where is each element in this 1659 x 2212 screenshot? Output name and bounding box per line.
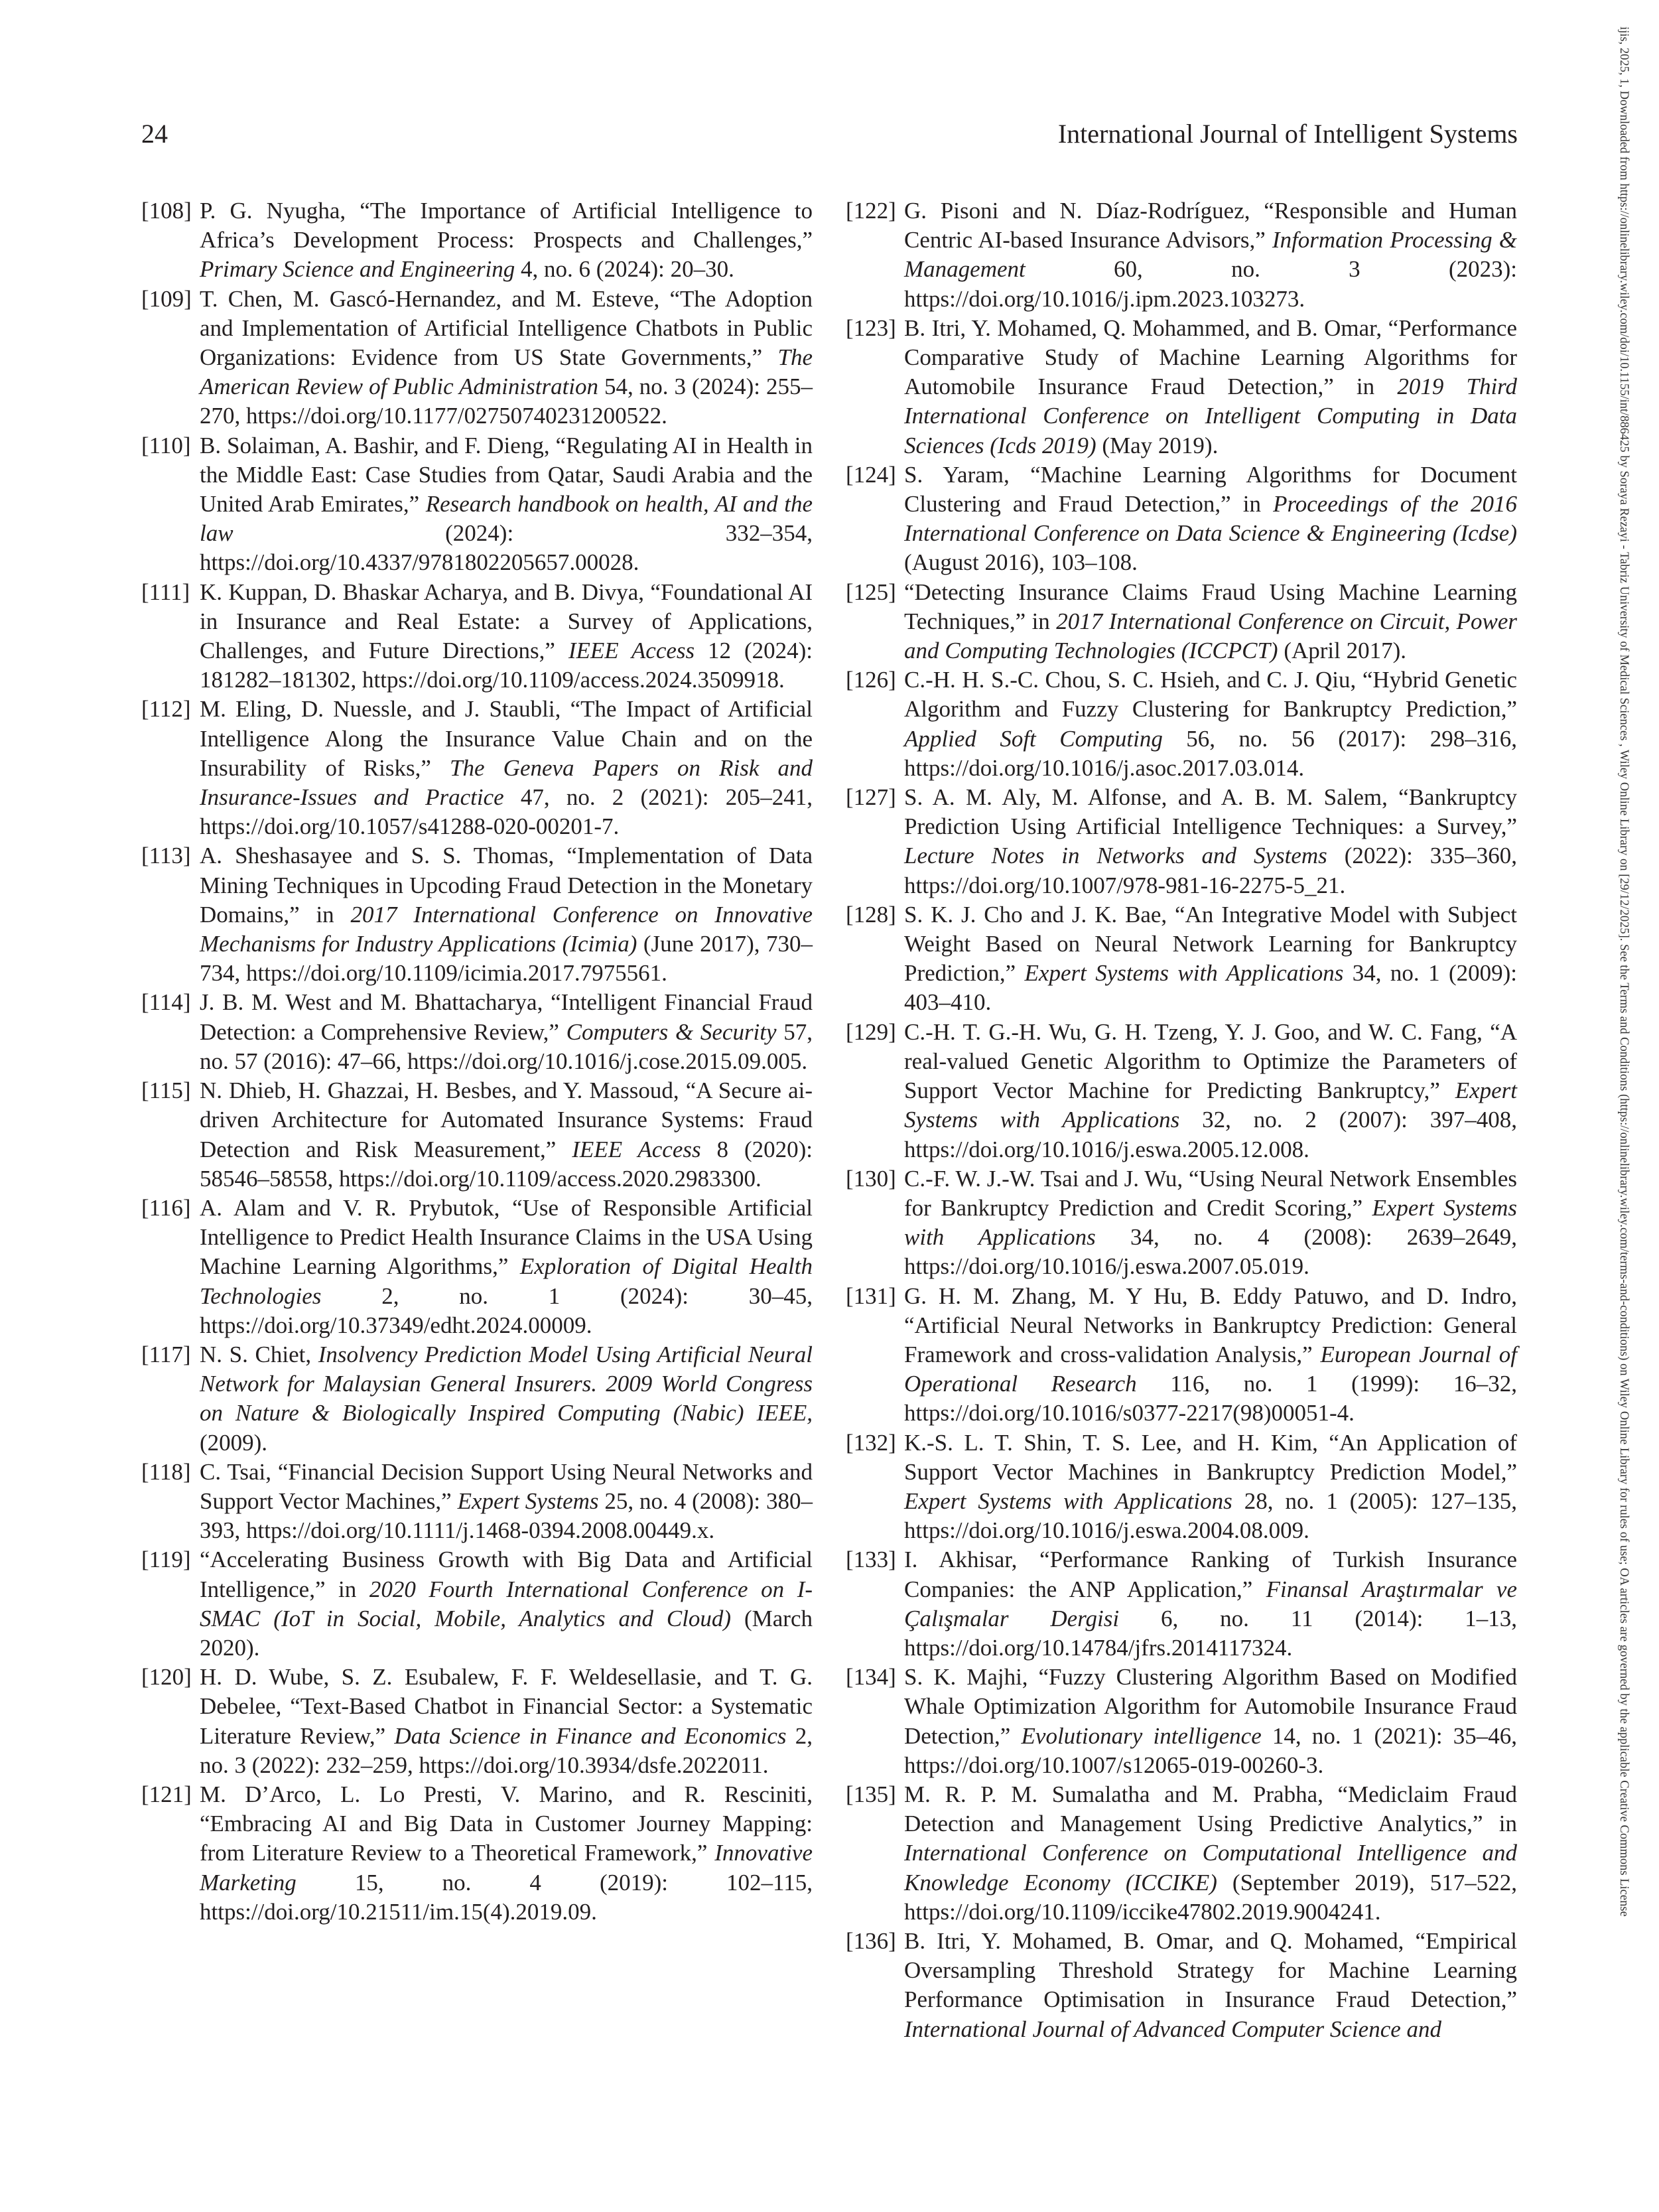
reference-source-title: Insolvency Prediction Model Using Artificial Neural Network for Malaysian General Insurers. 2009 World Congress on Nature & Biologically Inspired Computing (Nabic) IEEE, bbox=[200, 1341, 813, 1426]
reference-source-title: Primary Science and Engineering bbox=[200, 256, 515, 283]
reference-number: [117] bbox=[141, 1341, 191, 1367]
reference-number: [111] bbox=[141, 579, 190, 605]
reference-number: [122] bbox=[846, 198, 896, 224]
reference-number: [112] bbox=[141, 696, 191, 723]
reference-source-title: 2020 Fourth International Conference on I-SMAC (IoT in Social, Mobile, Analytics and Cloud) bbox=[200, 1576, 813, 1631]
reference-segment: “Detecting Insurance Claims Fraud Using Machine Learning Techniques,” in bbox=[904, 579, 1517, 634]
reference-source-title: Finansal Araştırmalar ve Çalışmalar Dergisi bbox=[904, 1576, 1517, 1631]
reference-segment: I. Akhisar, “Performance Ranking of Turkish Insurance Companies: the ANP Application,” bbox=[904, 1547, 1517, 1602]
reference-entry bbox=[141, 1076, 813, 1194]
reference-segment: 28, no. 1 (2005): 127–135, https://doi.org/10.1016/j.eswa.2004.08.009. bbox=[904, 1487, 1517, 1544]
reference-entry bbox=[141, 285, 813, 431]
reference-entry bbox=[846, 1018, 1517, 1164]
reference-text bbox=[904, 1663, 1517, 1780]
reference-entry bbox=[141, 1194, 813, 1340]
reference-number: [110] bbox=[141, 432, 191, 458]
reference-number: [129] bbox=[846, 1018, 896, 1045]
reference-text bbox=[904, 1545, 1517, 1663]
download-notice bbox=[1616, 27, 1630, 2183]
reference-number: [133] bbox=[846, 1547, 896, 1573]
reference-text bbox=[200, 1194, 813, 1340]
reference-segment: 6, no. 11 (2014): 1–13, https://doi.org/10.14784/jfrs.2014117324. bbox=[904, 1605, 1517, 1661]
reference-segment: 2, no. 3 (2022): 232–259, https://doi.org/10.3934/dsfe.2022011. bbox=[200, 1722, 813, 1778]
reference-number: [124] bbox=[846, 461, 896, 488]
reference-text bbox=[904, 1164, 1517, 1282]
reference-text bbox=[200, 196, 813, 285]
reference-entry bbox=[846, 1780, 1517, 1927]
reference-number: [127] bbox=[846, 784, 896, 811]
reference-text bbox=[200, 1780, 813, 1927]
reference-segment: (2024): 332–354, https://doi.org/10.4337/9781802205657.00028. bbox=[200, 520, 813, 576]
reference-segment: K. Kuppan, D. Bhaskar Acharya, and B. Divya, “Foundational AI in Insurance and Real Estate: a Survey of Applications, Challenges, and Future Directions,” bbox=[200, 579, 813, 664]
reference-source-title: The Geneva Papers on Risk and Insurance-Issues and Practice bbox=[200, 754, 813, 811]
reference-text bbox=[200, 841, 813, 988]
reference-entry bbox=[846, 1428, 1517, 1546]
reference-entry bbox=[846, 665, 1517, 783]
reference-segment: H. D. Wube, S. Z. Esubalew, F. F. Weldesellasie, and T. G. Debelee, “Text-Based Chatbot in Financial Sector: a Systematic Literature Review,” bbox=[200, 1664, 813, 1749]
reference-segment: 116, no. 1 (1999): 16–32, https://doi.org/10.1016/s0377-2217(98)00051-4. bbox=[904, 1371, 1517, 1426]
reference-source-title: Proceedings of the 2016 International Conference on Data Science & Engineering (Icdse) bbox=[904, 491, 1517, 547]
reference-number: [125] bbox=[846, 579, 896, 605]
reference-segment: 2, no. 1 (2024): 30–45, https://doi.org/10.37349/edht.2024.00009. bbox=[200, 1282, 813, 1338]
reference-text bbox=[200, 988, 813, 1076]
reference-source-title: Applied Soft Computing bbox=[904, 725, 1163, 752]
reference-text bbox=[904, 1428, 1517, 1546]
reference-segment: (March 2020). bbox=[200, 1605, 813, 1661]
reference-text bbox=[904, 578, 1517, 666]
reference-segment: 47, no. 2 (2021): 205–241, https://doi.org/10.1057/s41288-020-00201-7. bbox=[200, 784, 813, 840]
reference-segment: 57, no. 57 (2016): 47–66, https://doi.org/10.1016/j.cose.2015.09.005. bbox=[200, 1018, 813, 1074]
reference-number: [121] bbox=[141, 1781, 192, 1807]
reference-source-title: Evolutionary intelligence bbox=[1021, 1722, 1262, 1749]
reference-entry bbox=[141, 988, 813, 1076]
reference-segment: G. Pisoni and N. Díaz-Rodríguez, “Responsible and Human Centric AI-based Insurance Advisors,” bbox=[904, 198, 1517, 253]
reference-source-title: IEEE Access bbox=[568, 638, 695, 664]
reference-segment: S. A. M. Aly, M. Alfonse, and A. B. M. Salem, “Bankruptcy Prediction Using Artificial Intelligence Techniques: a Survey,” bbox=[904, 784, 1517, 840]
reference-segment: C. Tsai, “Financial Decision Support Using Neural Networks and Support Vector Machines,” bbox=[200, 1458, 813, 1514]
reference-segment: 8 (2020): 58546–58558, https://doi.org/10.1109/access.2020.2983300. bbox=[200, 1136, 813, 1192]
reference-segment: B. Itri, Y. Mohamed, B. Omar, and Q. Mohamed, “Empirical Oversampling Threshold Strategy for Machine Learning Performance Optimisation in Insurance Fraud Detection,” bbox=[904, 1927, 1517, 2013]
reference-number: [116] bbox=[141, 1194, 191, 1221]
reference-entry bbox=[846, 783, 1517, 900]
reference-source-title: Computers & Security bbox=[566, 1018, 777, 1045]
reference-segment: B. Solaiman, A. Bashir, and F. Dieng, “Regulating AI in Health in the Middle East: Case Studies from Qatar, Saudi Arabia and the United Arab Emirates,” bbox=[200, 432, 813, 518]
reference-text bbox=[200, 1663, 813, 1780]
reference-segment: 32, no. 2 (2007): 397–408, https://doi.org/10.1016/j.eswa.2005.12.008. bbox=[904, 1107, 1517, 1162]
reference-segment: G. H. M. Zhang, M. Y Hu, B. Eddy Patuwo, and D. Indro, “Artificial Neural Networks in Bankruptcy Prediction: General Framework and cross-validation Analysis,” bbox=[904, 1282, 1517, 1367]
reference-entry bbox=[141, 1340, 813, 1458]
reference-segment: 60, no. 3 (2023): https://doi.org/10.1016/j.ipm.2023.103273. bbox=[904, 256, 1517, 312]
reference-segment: K.-S. L. T. Shin, T. S. Lee, and H. Kim, “An Application of Support Vector Machines in Bankruptcy Prediction Model,” bbox=[904, 1429, 1517, 1485]
reference-entry bbox=[141, 1780, 813, 1927]
reference-number: [128] bbox=[846, 901, 896, 928]
reference-segment: A. Alam and V. R. Prybutok, “Use of Responsible Artificial Intelligence to Predict Health Insurance Claims in the USA Using Machine Learning Algorithms,” bbox=[200, 1194, 813, 1280]
reference-text bbox=[904, 1282, 1517, 1428]
journal-title: International Journal of Intelligent Systems bbox=[1057, 119, 1518, 149]
reference-entry bbox=[846, 314, 1517, 460]
reference-segment: M. R. P. M. Sumalatha and M. Prabha, “Mediclaim Fraud Detection and Management Using Predictive Analytics,” in bbox=[904, 1781, 1517, 1837]
reference-entry bbox=[141, 578, 813, 695]
reference-source-title: Innovative Marketing bbox=[200, 1840, 813, 1896]
reference-entry bbox=[141, 196, 813, 285]
reference-number: [131] bbox=[846, 1282, 896, 1309]
reference-source-title: International Conference on Computational Intelligence and Knowledge Economy (ICCIKE) bbox=[904, 1840, 1517, 1896]
reference-source-title: Data Science in Finance and Economics bbox=[394, 1722, 787, 1749]
reference-source-title: IEEE Access bbox=[572, 1136, 701, 1162]
reference-source-title: European Journal of Operational Research bbox=[904, 1341, 1517, 1397]
reference-segment: “Accelerating Business Growth with Big Data and Artificial Intelligence,” in bbox=[200, 1547, 813, 1602]
reference-source-title: Expert Systems bbox=[457, 1487, 599, 1514]
reference-number: [108] bbox=[141, 198, 192, 224]
reference-source-title: Information Processing & Management bbox=[904, 227, 1517, 283]
reference-segment: C.-F. W. J.-W. Tsai and J. Wu, “Using Neural Network Ensembles for Bankruptcy Prediction and Credit Scoring,” bbox=[904, 1165, 1517, 1221]
reference-segment: C.-H. T. G.-H. Wu, G. H. Tzeng, Y. J. Goo, and W. C. Fang, “A real-valued Genetic Algorithm to Optimize the Parameters of Support Vector Machine for Predicting Bankruptcy,” bbox=[904, 1018, 1517, 1104]
reference-segment: (August 2016), 103–108. bbox=[904, 549, 1138, 576]
reference-segment: 25, no. 4 (2008): 380–393, https://doi.org/10.1111/j.1468-0394.2008.00449.x. bbox=[200, 1487, 813, 1544]
reference-number: [114] bbox=[141, 989, 191, 1016]
reference-entry bbox=[846, 460, 1517, 578]
reference-source-title: Expert Systems with Applications bbox=[904, 1487, 1232, 1514]
reference-entry bbox=[141, 1458, 813, 1546]
reference-text bbox=[904, 314, 1517, 460]
reference-segment: 34, no. 4 (2008): 2639–2649, https://doi.org/10.1016/j.eswa.2007.05.019. bbox=[904, 1224, 1517, 1280]
reference-segment: 14, no. 1 (2021): 35–46, https://doi.org/10.1007/s12065-019-00260-3. bbox=[904, 1722, 1517, 1778]
reference-source-title: 2017 International Conference on Circuit, Power and Computing Technologies (ICCPCT) bbox=[904, 608, 1517, 664]
reference-segment: S. K. J. Cho and J. K. Bae, “An Integrative Model with Subject Weight Based on Neural Network Learning for Bankruptcy Prediction,” bbox=[904, 901, 1517, 987]
reference-number: [109] bbox=[141, 285, 192, 312]
reference-source-title: 2019 Third International Conference on Intelligent Computing in Data Sciences (Icds 2019) bbox=[904, 374, 1517, 458]
reference-segment: N. Dhieb, H. Ghazzai, H. Besbes, and Y. Massoud, “A Secure ai-driven Architecture for Automated Insurance Systems: Fraud Detection and Risk Measurement,” bbox=[200, 1077, 813, 1162]
reference-number: [123] bbox=[846, 314, 896, 341]
reference-segment: A. Sheshasayee and S. S. Thomas, “Implementation of Data Mining Techniques in Upcoding Fraud Detection in the Monetary Domains,” in bbox=[200, 843, 813, 928]
reference-source-title: International Journal of Advanced Computer Science and bbox=[904, 2016, 1442, 2042]
reference-text bbox=[200, 1545, 813, 1663]
reference-entry bbox=[141, 695, 813, 841]
reference-entry bbox=[141, 841, 813, 988]
reference-segment: (2009). bbox=[200, 1429, 268, 1456]
reference-entry bbox=[141, 1663, 813, 1780]
reference-segment: (April 2017). bbox=[1278, 638, 1407, 664]
reference-segment: (May 2019). bbox=[1096, 432, 1219, 458]
reference-entry bbox=[846, 1164, 1517, 1282]
reference-text bbox=[904, 783, 1517, 900]
reference-entry bbox=[846, 1663, 1517, 1780]
reference-source-title: Expert Systems with Applications bbox=[904, 1194, 1517, 1251]
reference-segment: S. Yaram, “Machine Learning Algorithms for Document Clustering and Fraud Detection,” in bbox=[904, 461, 1517, 518]
reference-text bbox=[904, 1018, 1517, 1164]
reference-number: [119] bbox=[141, 1547, 191, 1573]
reference-text bbox=[200, 695, 813, 841]
reference-text bbox=[904, 900, 1517, 1018]
reference-text bbox=[200, 578, 813, 695]
reference-number: [115] bbox=[141, 1077, 191, 1104]
download-notice-text: ijis, 2025, 1, Downloaded from https://onlinelibrary.wiley.com/doi/10.1155/int/886425 by Soraya Rezayi - Tabriz University of Medical Sciences , Wiley Online Library on [29/12/2025]. See the Terms and Conditions (https://onlinelibrary.wiley.com/terms-and-conditions) on Wiley Online Library for rules of use; OA articles are governed by the applicable Creative Commons License bbox=[1617, 27, 1630, 1917]
reference-segment: 34, no. 1 (2009): 403–410. bbox=[904, 960, 1517, 1016]
reference-source-title: 2017 International Conference on Innovative Mechanisms for Industry Applications (Icimia) bbox=[200, 901, 813, 957]
reference-entry bbox=[846, 196, 1517, 314]
reference-number: [113] bbox=[141, 843, 191, 869]
reference-number: [126] bbox=[846, 667, 896, 693]
reference-number: [134] bbox=[846, 1664, 896, 1691]
reference-text bbox=[200, 1458, 813, 1546]
reference-entry bbox=[141, 1545, 813, 1663]
reference-segment: M. Eling, D. Nuessle, and J. Staubli, “The Impact of Artificial Intelligence Along the Insurance Value Chain and on the Insurability of Risks,” bbox=[200, 696, 813, 781]
reference-column-left bbox=[141, 196, 813, 1927]
reference-source-title: Exploration of Digital Health Technologies bbox=[200, 1253, 813, 1309]
reference-segment: 54, no. 3 (2024): 255–270, https://doi.org/10.1177/02750740231200522. bbox=[200, 374, 813, 429]
reference-segment: P. G. Nyugha, “The Importance of Artificial Intelligence to Africa’s Development Process: Prospects and Challenges,” bbox=[200, 198, 813, 253]
reference-segment: 15, no. 4 (2019): 102–115, https://doi.org/10.21511/im.15(4).2019.09. bbox=[200, 1869, 813, 1925]
reference-segment: 4, no. 6 (2024): 20–30. bbox=[515, 256, 734, 283]
page-number: 24 bbox=[141, 119, 168, 149]
reference-segment: B. Itri, Y. Mohamed, Q. Mohammed, and B. Omar, “Performance Comparative Study of Machine Learning Algorithms for Automobile Insurance Fraud Detection,” in bbox=[904, 314, 1517, 400]
reference-column-right bbox=[846, 196, 1517, 2044]
reference-text bbox=[904, 665, 1517, 783]
reference-source-title: Expert Systems with Applications bbox=[904, 1077, 1517, 1133]
reference-text bbox=[200, 431, 813, 578]
reference-source-title: The American Review of Public Administration bbox=[200, 344, 813, 400]
reference-text bbox=[200, 1340, 813, 1458]
reference-text bbox=[904, 460, 1517, 578]
reference-segment: 12 (2024): 181282–181302, https://doi.org/10.1109/access.2024.3509918. bbox=[200, 638, 813, 693]
reference-segment: J. B. M. West and M. Bhattacharya, “Intelligent Financial Fraud Detection: a Comprehensive Review,” bbox=[200, 989, 813, 1045]
reference-text bbox=[200, 1076, 813, 1194]
reference-entry bbox=[846, 1282, 1517, 1428]
reference-source-title: Research handbook on health, AI and the law bbox=[200, 491, 813, 547]
reference-number: [135] bbox=[846, 1781, 896, 1807]
reference-text bbox=[904, 1927, 1517, 2044]
reference-source-title: Lecture Notes in Networks and Systems bbox=[904, 843, 1327, 869]
reference-entry bbox=[846, 900, 1517, 1018]
reference-segment: 56, no. 56 (2017): 298–316, https://doi.org/10.1016/j.asoc.2017.03.014. bbox=[904, 725, 1517, 781]
reference-entry bbox=[846, 1545, 1517, 1663]
reference-entry bbox=[141, 431, 813, 578]
reference-text bbox=[904, 1780, 1517, 1927]
reference-segment: (September 2019), 517–522, https://doi.org/10.1109/iccike47802.2019.9004241. bbox=[904, 1869, 1518, 1925]
reference-source-title: Expert Systems with Applications bbox=[1024, 960, 1344, 987]
reference-segment: (2022): 335–360, https://doi.org/10.1007/978-981-16-2275-5_21. bbox=[904, 843, 1517, 898]
reference-entry bbox=[846, 1927, 1517, 2044]
reference-segment: S. K. Majhi, “Fuzzy Clustering Algorithm Based on Modified Whale Optimization Algorithm for Automobile Insurance Fraud Detection,” bbox=[904, 1664, 1517, 1749]
reference-segment: T. Chen, M. Gascó-Hernandez, and M. Esteve, “The Adoption and Implementation of Artificial Intelligence Chatbots in Public Organizations: Evidence from US State Governments,” bbox=[200, 285, 813, 371]
reference-number: [130] bbox=[846, 1165, 896, 1192]
reference-segment: C.-H. H. S.-C. Chou, S. C. Hsieh, and C. J. Qiu, “Hybrid Genetic Algorithm and Fuzzy Clustering for Bankruptcy Prediction,” bbox=[904, 667, 1517, 723]
reference-text bbox=[200, 285, 813, 431]
reference-number: [120] bbox=[141, 1664, 192, 1691]
reference-text bbox=[904, 196, 1517, 314]
reference-number: [136] bbox=[846, 1927, 896, 1954]
reference-segment: N. S. Chiet, bbox=[200, 1341, 318, 1367]
reference-segment: (June 2017), 730–734, https://doi.org/10.1109/icimia.2017.7975561. bbox=[200, 931, 813, 987]
reference-segment: M. D’Arco, L. Lo Presti, V. Marino, and R. Resciniti, “Embracing AI and Big Data in Customer Journey Mapping: from Literature Review to a Theoretical Framework,” bbox=[200, 1781, 813, 1866]
reference-entry bbox=[846, 578, 1517, 666]
reference-number: [118] bbox=[141, 1458, 191, 1485]
reference-number: [132] bbox=[846, 1429, 896, 1456]
